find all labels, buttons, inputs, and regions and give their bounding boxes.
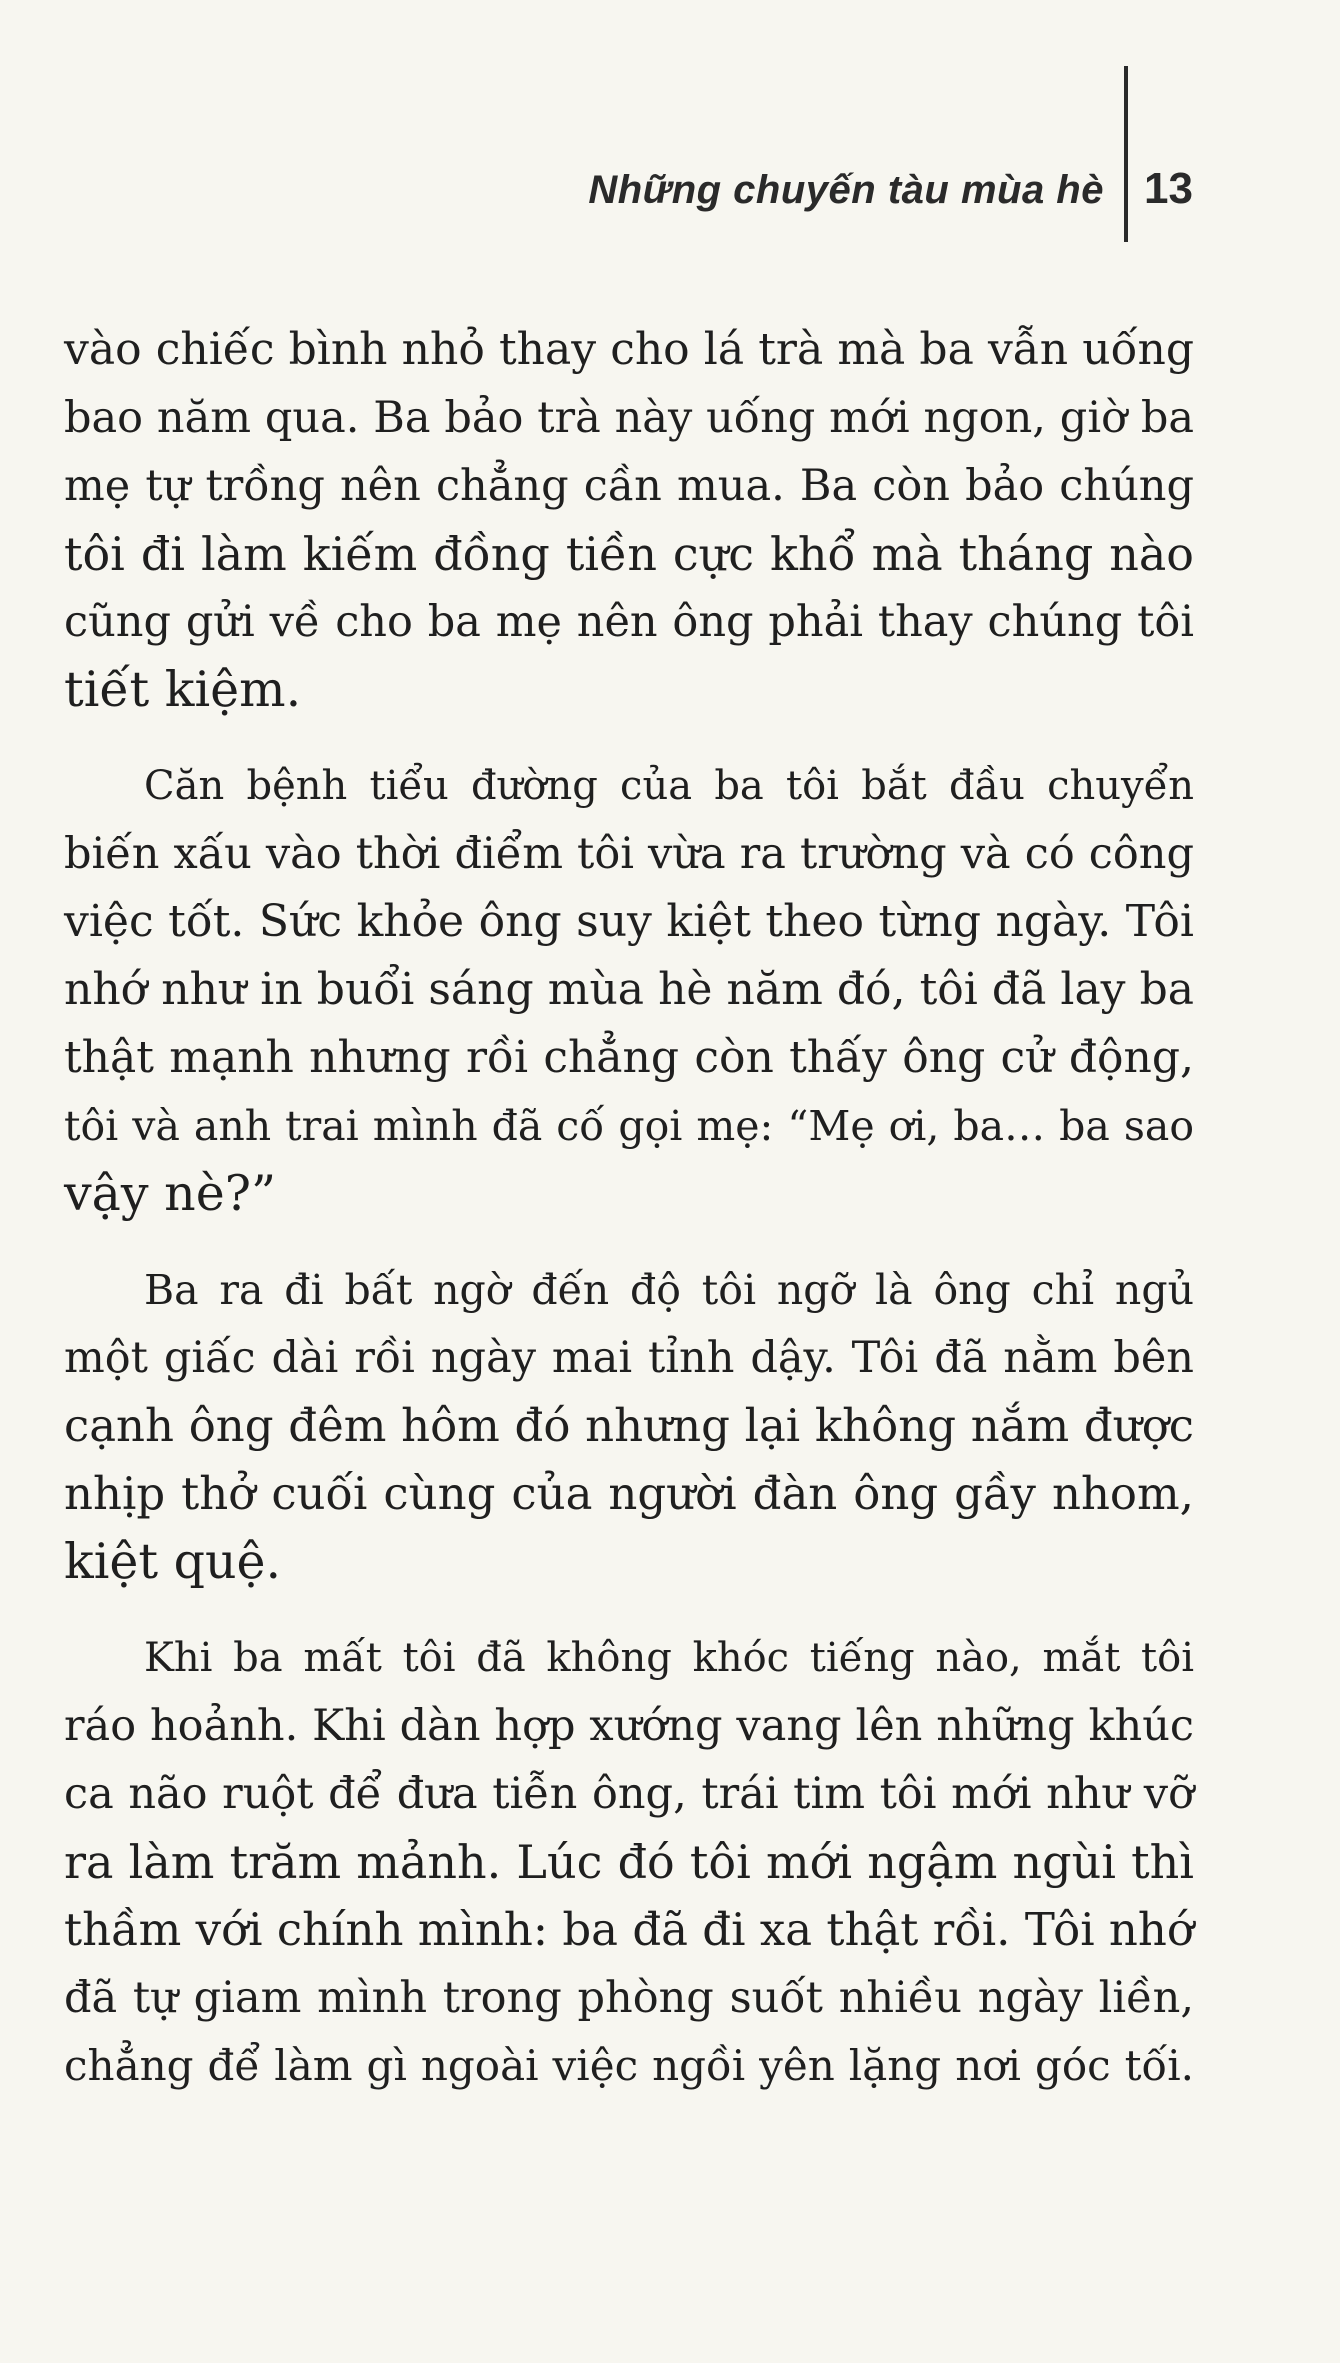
text-line: biến xấu vào thời điểm tôi vừa ra trường và có công: [64, 829, 1194, 879]
text-line: ca não ruột để đưa tiễn ông, trái tim tôi mới như vỡ: [64, 1769, 1194, 1819]
paragraph-1: [64, 316, 1194, 724]
text-line: thầm với chính mình: ba đã đi xa thật rồi. Tôi nhớ: [64, 1903, 1194, 1956]
text-line: tôi đi làm kiếm đồng tiền cực khổ mà tháng nào: [64, 527, 1194, 581]
text-line: cạnh ông đêm hôm đó nhưng lại không nắm được: [64, 1399, 1194, 1452]
text-line: chẳng để làm gì ngoài việc ngồi yên lặng nơi góc tối.: [64, 2041, 1194, 2090]
running-head-title: Những chuyến tàu mùa hè: [588, 168, 1104, 212]
paragraph-2: [64, 752, 1194, 1228]
header-vertical-rule: [1124, 66, 1128, 242]
text-line: kiệt quệ.: [64, 1533, 282, 1590]
text-line: đã tự giam mình trong phòng suốt nhiều ngày liền,: [64, 1973, 1194, 2023]
text-line: thật mạnh nhưng rồi chẳng còn thấy ông cử động,: [64, 1032, 1194, 1083]
body-text: [64, 316, 1194, 2128]
page-number: 13: [1144, 164, 1193, 213]
text-line: ra làm trăm mảnh. Lúc đó tôi mới ngậm ngùi thì: [64, 1835, 1194, 1889]
text-line: mẹ tự trồng nên chẳng cần mua. Ba còn bảo chúng: [64, 461, 1194, 511]
text-line: vào chiếc bình nhỏ thay cho lá trà mà ba vẫn uống: [64, 324, 1194, 375]
text-line: việc tốt. Sức khỏe ông suy kiệt theo từng ngày. Tôi: [64, 896, 1194, 947]
paragraph-3: [64, 1256, 1194, 1596]
text-line: nhớ như in buổi sáng mùa hè năm đó, tôi đã lay ba: [64, 964, 1194, 1015]
paragraph-4: [64, 1624, 1194, 2100]
text-line: tôi và anh trai mình đã cố gọi mẹ: “Mẹ ơi, ba… ba sao: [64, 1102, 1194, 1150]
text-line: Ba ra đi bất ngờ đến độ tôi ngỡ là ông chỉ ngủ: [144, 1266, 1194, 1314]
text-line: vậy nè?”: [64, 1165, 277, 1222]
text-line: nhịp thở cuối cùng của người đàn ông gầy nhom,: [64, 1467, 1194, 1520]
text-line: tiết kiệm.: [64, 661, 302, 718]
text-line: một giấc dài rồi ngày mai tỉnh dậy. Tôi đã nằm bên: [64, 1333, 1194, 1383]
text-line: Căn bệnh tiểu đường của ba tôi bắt đầu chuyển: [144, 763, 1194, 809]
text-line: ráo hoảnh. Khi dàn hợp xướng vang lên những khúc: [64, 1701, 1194, 1751]
text-line: cũng gửi về cho ba mẹ nên ông phải thay chúng tôi: [64, 597, 1194, 647]
text-line: bao năm qua. Ba bảo trà này uống mới ngon, giờ ba: [64, 393, 1194, 443]
text-line: Khi ba mất tôi đã không khóc tiếng nào, mắt tôi: [144, 1635, 1194, 1681]
